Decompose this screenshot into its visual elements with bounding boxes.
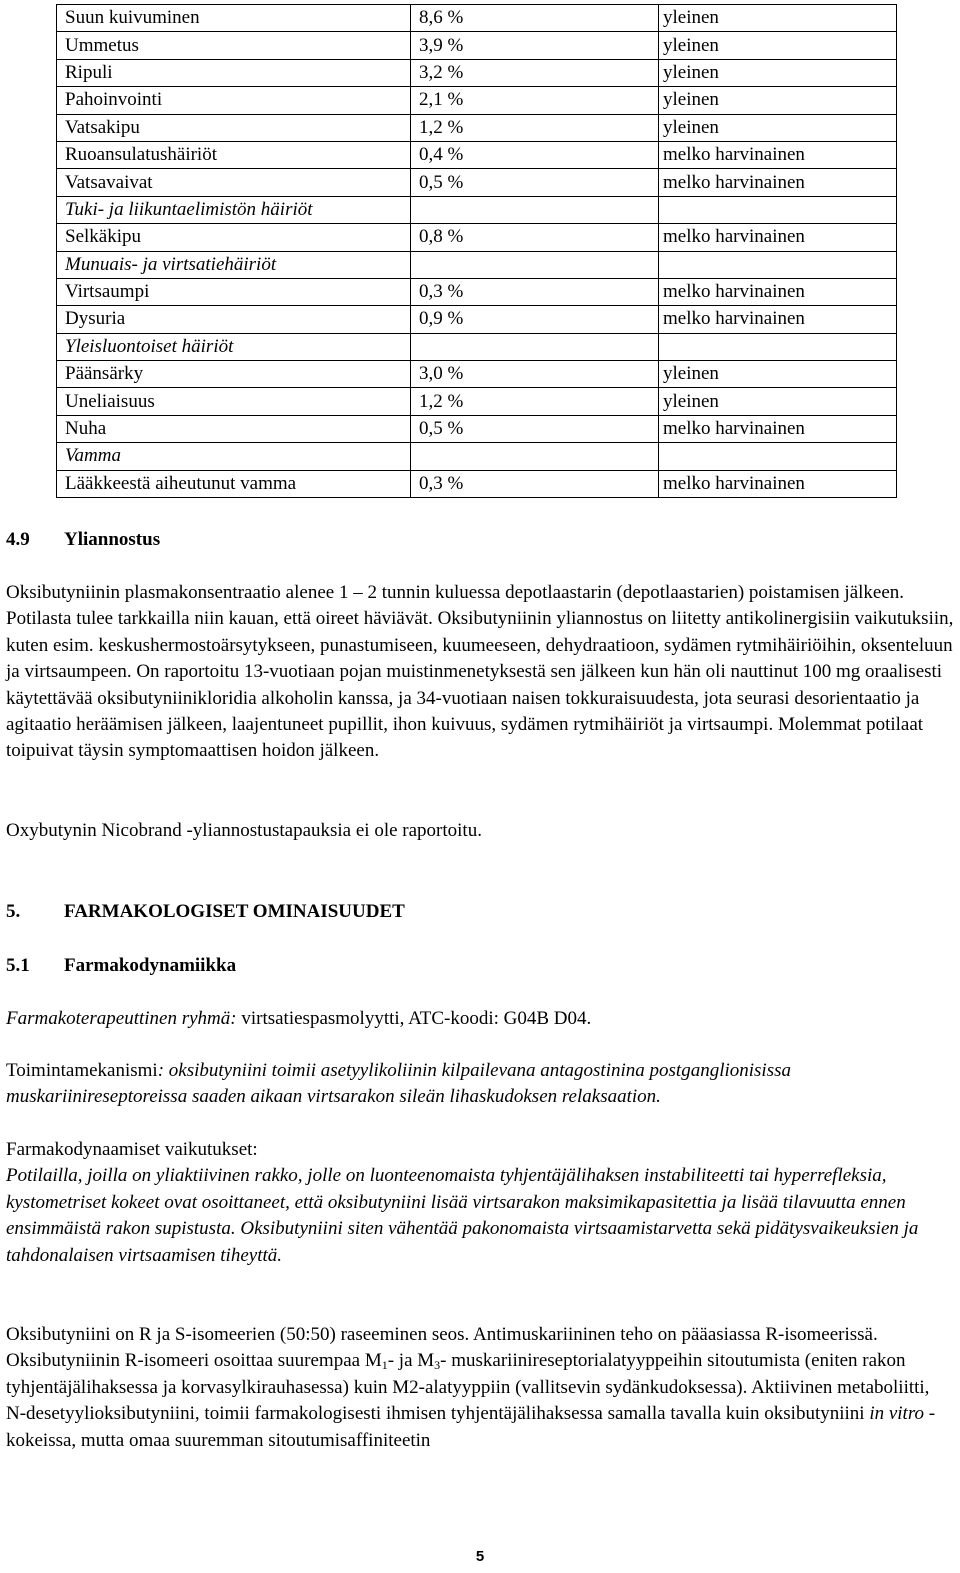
cell-percentage: 0,3 % — [411, 278, 659, 305]
cell-frequency — [659, 333, 897, 360]
cell-frequency: yleinen — [659, 5, 897, 32]
section-number: 5.1 — [6, 955, 30, 976]
table-row — [57, 415, 897, 442]
cell-frequency: yleinen — [659, 361, 897, 388]
section-4-9-heading — [6, 527, 954, 553]
pd-colon: : — [252, 1139, 258, 1160]
table-row — [57, 87, 897, 114]
cell-frequency: melko harvinainen — [659, 169, 897, 196]
mechanism-text: : oksibutyniini toimii asetyylikoliinin kilpailevana antagostinina postganglionisissa muskariinireseptoreissa saaden aikaan virtsarakon sileän lihaskudoksen relaksaation. — [6, 1060, 791, 1108]
page-number: 5 — [475, 1548, 485, 1565]
cell-percentage: 0,4 % — [411, 141, 659, 168]
cell-frequency — [659, 251, 897, 278]
mechanism-paragraph — [6, 1058, 954, 1111]
cell-label: Ripuli — [57, 59, 411, 86]
subscript-1: 1 — [381, 1358, 388, 1373]
adverse-effects-table-body — [57, 5, 897, 498]
category-row — [57, 333, 897, 360]
cell-label: Dysuria — [57, 306, 411, 333]
cell-label: Vamma — [57, 443, 411, 470]
cell-frequency: melko harvinainen — [659, 224, 897, 251]
cell-percentage: 0,9 % — [411, 306, 659, 333]
group-value: virtsatiespasmolyytti, ATC-koodi: G04B D04. — [236, 1008, 592, 1029]
cell-percentage — [411, 196, 659, 223]
cell-percentage: 0,8 % — [411, 224, 659, 251]
cell-frequency: yleinen — [659, 32, 897, 59]
cell-percentage: 1,2 % — [411, 388, 659, 415]
cell-frequency: melko harvinainen — [659, 278, 897, 305]
overdose-paragraph: Oksibutyniinin plasmakonsentraatio alenee 1 – 2 tunnin kuluessa depotlaastarin (depotlaastarien) poistamisen jälkeen. Potilasta tulee tarkkailla niin kauan, että oireet häviävät. Oksibutyniinin yliannostus on liitetty antikolinergisiin vaikutuksiin, kuten esim. keskushermostoärsytykseen, punastumiseen, kuumeeseen, dehydraatioon, sydämen rytmihäiriöihin, oksenteluun ja virtsaumpeen. On raportoitu 13-vuotiaan pojan muistinmenetyksestä sen jälkeen kun hän oli nauttinut 100 mg oraalisesti käytettävää oksibutyniinikloridia alkoholin kanssa, ja 34-vuotiaan naisen tokkuraisuudesta, jota seurasi desorientaatio ja agitaatio heräämisen jälkeen, laajentuneet pupillit, ihon kuivuus, sydämen rytmihäiriöt ja virtsaumpi. Molemmat potilaat toipuivat täysin symptomaattisen hoidon jälkeen. — [6, 582, 954, 762]
cell-label: Päänsärky — [57, 361, 411, 388]
cell-frequency: yleinen — [659, 87, 897, 114]
cell-frequency: yleinen — [659, 114, 897, 141]
cell-percentage — [411, 251, 659, 278]
pd-label: Farmakodynaamiset vaikutukset — [6, 1139, 253, 1160]
cell-percentage — [411, 333, 659, 360]
cell-label: Lääkkeestä aiheutunut vamma — [57, 470, 411, 497]
nicobrand-overdose-paragraph: Oxybutynin Nicobrand -yliannostustapauksia ei ole raportoitu. — [6, 820, 482, 841]
section-number: 4.9 — [6, 529, 30, 550]
table-row — [57, 114, 897, 141]
mechanism-label: Toimintamekanismi — [6, 1060, 158, 1081]
cell-percentage: 0,5 % — [411, 169, 659, 196]
table-row — [57, 278, 897, 305]
category-row — [57, 443, 897, 470]
cell-label: Yleisluontoiset häiriöt — [57, 333, 411, 360]
cell-percentage: 3,2 % — [411, 59, 659, 86]
table-row — [57, 32, 897, 59]
cell-percentage — [411, 443, 659, 470]
cell-percentage: 0,3 % — [411, 470, 659, 497]
section-title: Yliannostus — [64, 529, 161, 550]
isomer-paragraph — [6, 1322, 954, 1454]
section-number: 5. — [6, 901, 21, 922]
table-row — [57, 169, 897, 196]
isomer-text-a: Oksibutyniini on R ja S-isomeerien (50:50) raseeminen seos. Antimuskariininen teho on pääasiassa R-isomeerissä. Oksibutyniinin R-isomeeri osoittaa suurempaa M — [6, 1324, 878, 1372]
cell-frequency — [659, 443, 897, 470]
cell-label: Ruoansulatushäiriöt — [57, 141, 411, 168]
cell-label: Ummetus — [57, 32, 411, 59]
cell-label: Pahoinvointi — [57, 87, 411, 114]
table-row — [57, 470, 897, 497]
in-vitro-text: in vitro — [869, 1403, 925, 1425]
cell-frequency — [659, 196, 897, 223]
category-row — [57, 251, 897, 278]
cell-percentage: 2,1 % — [411, 87, 659, 114]
table-row — [57, 306, 897, 333]
table-row — [57, 5, 897, 32]
cell-label: Uneliaisuus — [57, 388, 411, 415]
table-row — [57, 361, 897, 388]
subscript-3: 3 — [434, 1358, 441, 1373]
cell-frequency: melko harvinainen — [659, 415, 897, 442]
table-row — [57, 59, 897, 86]
section-5-1-heading — [6, 953, 954, 979]
cell-label: Munuais- ja virtsatiehäiriöt — [57, 251, 411, 278]
pharmacodynamic-effects — [6, 1137, 954, 1269]
table-row — [57, 141, 897, 168]
isomer-text-c: - muskariinireseptorialatyyppeihin sitoutumista (eniten rakon tyhjentäjälihaksessa ja korvasylkirauhasessa) kuin M2-alatyyppiin (vallitsevin sydänkudoksessa). Aktiivinen metaboliitti, N-desetyylioksibutyniini, toimii farmakologisesti ihmisen tyhjentäjälihaksessa samalla tavalla kuin oksibutyniini — [6, 1350, 930, 1425]
cell-label: Vatsavaivat — [57, 169, 411, 196]
cell-percentage: 0,5 % — [411, 415, 659, 442]
cell-frequency: yleinen — [659, 388, 897, 415]
cell-label: Tuki- ja liikuntaelimistön häiriöt — [57, 196, 411, 223]
cell-label: Vatsakipu — [57, 114, 411, 141]
cell-percentage: 1,2 % — [411, 114, 659, 141]
section-title: FARMAKOLOGISET OMINAISUUDET — [64, 901, 405, 922]
isomer-text-b: - ja M — [387, 1350, 435, 1372]
cell-label: Nuha — [57, 415, 411, 442]
cell-label: Suun kuivuminen — [57, 5, 411, 32]
table-row — [57, 388, 897, 415]
adverse-effects-table — [56, 4, 897, 498]
cell-frequency: melko harvinainen — [659, 306, 897, 333]
group-label: Farmakoterapeuttinen ryhmä: — [6, 1008, 237, 1029]
section-title: Farmakodynamiikka — [64, 955, 237, 976]
cell-frequency: melko harvinainen — [659, 470, 897, 497]
pharmacotherapeutic-group — [6, 1006, 954, 1032]
cell-percentage: 3,0 % — [411, 361, 659, 388]
cell-percentage: 8,6 % — [411, 5, 659, 32]
cell-label: Virtsaumpi — [57, 278, 411, 305]
table-row — [57, 224, 897, 251]
category-row — [57, 196, 897, 223]
cell-label: Selkäkipu — [57, 224, 411, 251]
cell-frequency: yleinen — [659, 59, 897, 86]
section-5-heading — [6, 899, 954, 925]
cell-percentage: 3,9 % — [411, 32, 659, 59]
cell-frequency: melko harvinainen — [659, 141, 897, 168]
isomer-text-d: -kokeissa, mutta omaa suuremman sitoutumisaffiniteetin — [6, 1403, 936, 1451]
pd-text: Potilailla, joilla on yliaktiivinen rakko, jolle on luonteenomaista tyhjentäjälihaksen instabiliteetti tai hyperrefleksia, kystometriset kokeet ovat osoittaneet, että oksibutyniini lisää virtsarakon maksimikapasitettia ja lisää tilavuutta ennen ensimmäistä rakon supistusta. Oksibutyniini siten vähentää pakonomaista virtsaamistarvetta sekä pidätysvaikeuksien ja tahdonalaisen virtsaamisen tiheyttä. — [6, 1165, 919, 1266]
